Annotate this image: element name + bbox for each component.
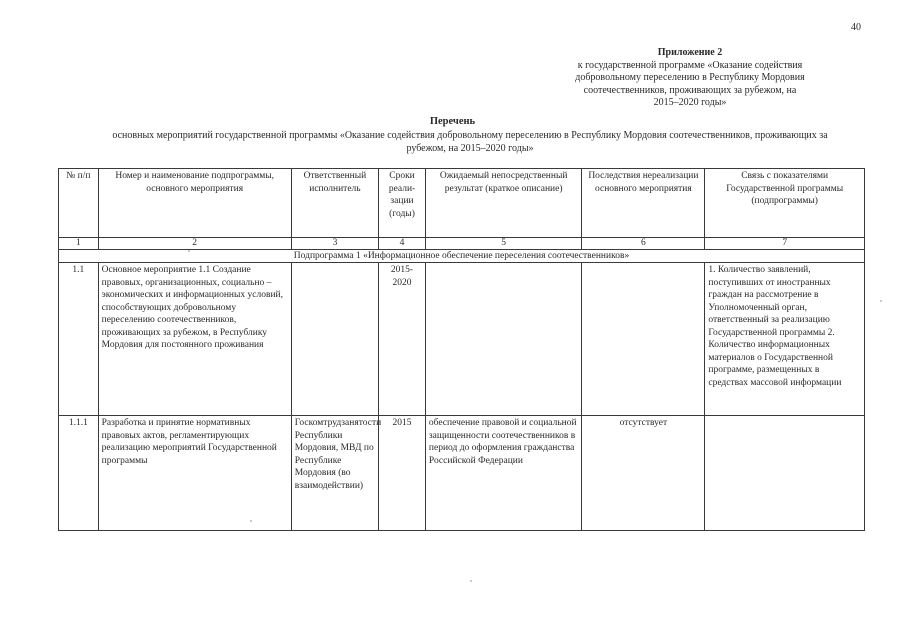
header-row bbox=[59, 169, 865, 238]
list-title: Перечень bbox=[429, 116, 476, 127]
cell-name: Основное мероприятие 1.1 Создание правовых, организационных, социально – экономических и информационных условий, способствующих добровольному переселению соотечественников, проживающих за рубежом, в Республику Мордовия для постоянного проживания bbox=[98, 263, 291, 416]
column-number: 2 bbox=[98, 238, 291, 250]
cell-period: 2015-2020 bbox=[379, 263, 426, 416]
cell-result: обеспечение правовой и социальной защищенности соотечественников в период до оформления гражданства Российской Федерации bbox=[425, 416, 582, 531]
appendix-line: 2015–2020 годы» bbox=[653, 97, 727, 108]
cell-consequences: отсутствует bbox=[582, 416, 705, 531]
header-cell: № п/п bbox=[59, 169, 99, 238]
column-number: 7 bbox=[705, 238, 865, 250]
cell-executor: Госкомтрудзанятости Республики Мордовия, МВД по Республике Мордовия (во взаимодействии) bbox=[291, 416, 378, 531]
cell-num: 1.1 bbox=[59, 263, 99, 416]
subprogram-row bbox=[59, 250, 865, 263]
page-number: 40 bbox=[851, 22, 861, 33]
appendix-title: Приложение 2 bbox=[657, 47, 723, 58]
measures-table bbox=[58, 168, 865, 531]
column-number: 4 bbox=[379, 238, 426, 250]
cell-consequences bbox=[582, 263, 705, 416]
header-cell: Номер и наименование подпрограммы, основного мероприятия bbox=[98, 169, 291, 238]
column-number: 5 bbox=[425, 238, 582, 250]
header-cell: Связь с показателями Государственной программы (подпрограммы) bbox=[705, 169, 865, 238]
scan-speck bbox=[250, 520, 252, 522]
header-cell: Сроки реали-зации (годы) bbox=[379, 169, 426, 238]
cell-indicators: 1. Количество заявлений, поступивших от иностранных граждан на рассмотрение в Уполномоченный орган, ответственный за реализацию Государственной программы 2. Количество информационных материалов о Государственной программе, размещенных в средствах массовой информации bbox=[705, 263, 865, 416]
subprogram-title: Подпрограмма 1 «Информационное обеспечение переселения соотечественников» bbox=[59, 250, 865, 263]
column-number: 6 bbox=[582, 238, 705, 250]
header-cell: Ожидаемый непосредственный результат (краткое описание) bbox=[425, 169, 582, 238]
scan-speck bbox=[188, 250, 190, 252]
column-number: 1 bbox=[59, 238, 99, 250]
column-number-row bbox=[59, 238, 865, 250]
subtitle-line: рубежом, на 2015–2020 годы» bbox=[406, 143, 534, 154]
appendix-line: соотечественников, проживающих за рубежом, на bbox=[583, 84, 797, 96]
cell-indicators bbox=[705, 416, 865, 531]
cell-executor bbox=[291, 263, 378, 416]
appendix-line: к государственной программе «Оказание содействия bbox=[577, 59, 803, 71]
cell-num: 1.1.1 bbox=[59, 416, 99, 531]
cell-period: 2015 bbox=[379, 416, 426, 531]
table-row bbox=[59, 263, 865, 416]
document-subtitle bbox=[70, 129, 870, 155]
column-number: 3 bbox=[291, 238, 378, 250]
cell-name: Разработка и принятие нормативных правовых актов, регламентирующих реализацию мероприятий Государственной программы bbox=[98, 416, 291, 531]
appendix-line: добровольному переселению в Республику Мордовия bbox=[575, 72, 805, 83]
header-cell: Последствия нереализации основного мероприятия bbox=[582, 169, 705, 238]
scan-speck bbox=[470, 580, 472, 582]
header-cell: Ответственный исполнитель bbox=[291, 169, 378, 238]
table-row bbox=[59, 416, 865, 531]
cell-result bbox=[425, 263, 582, 416]
subtitle-line: основных мероприятий государственной программы «Оказание содействия добровольному переселению в Республику Мордовия соотечественников, проживающих за bbox=[112, 130, 828, 141]
scan-speck bbox=[880, 300, 882, 302]
appendix-block bbox=[560, 47, 820, 110]
